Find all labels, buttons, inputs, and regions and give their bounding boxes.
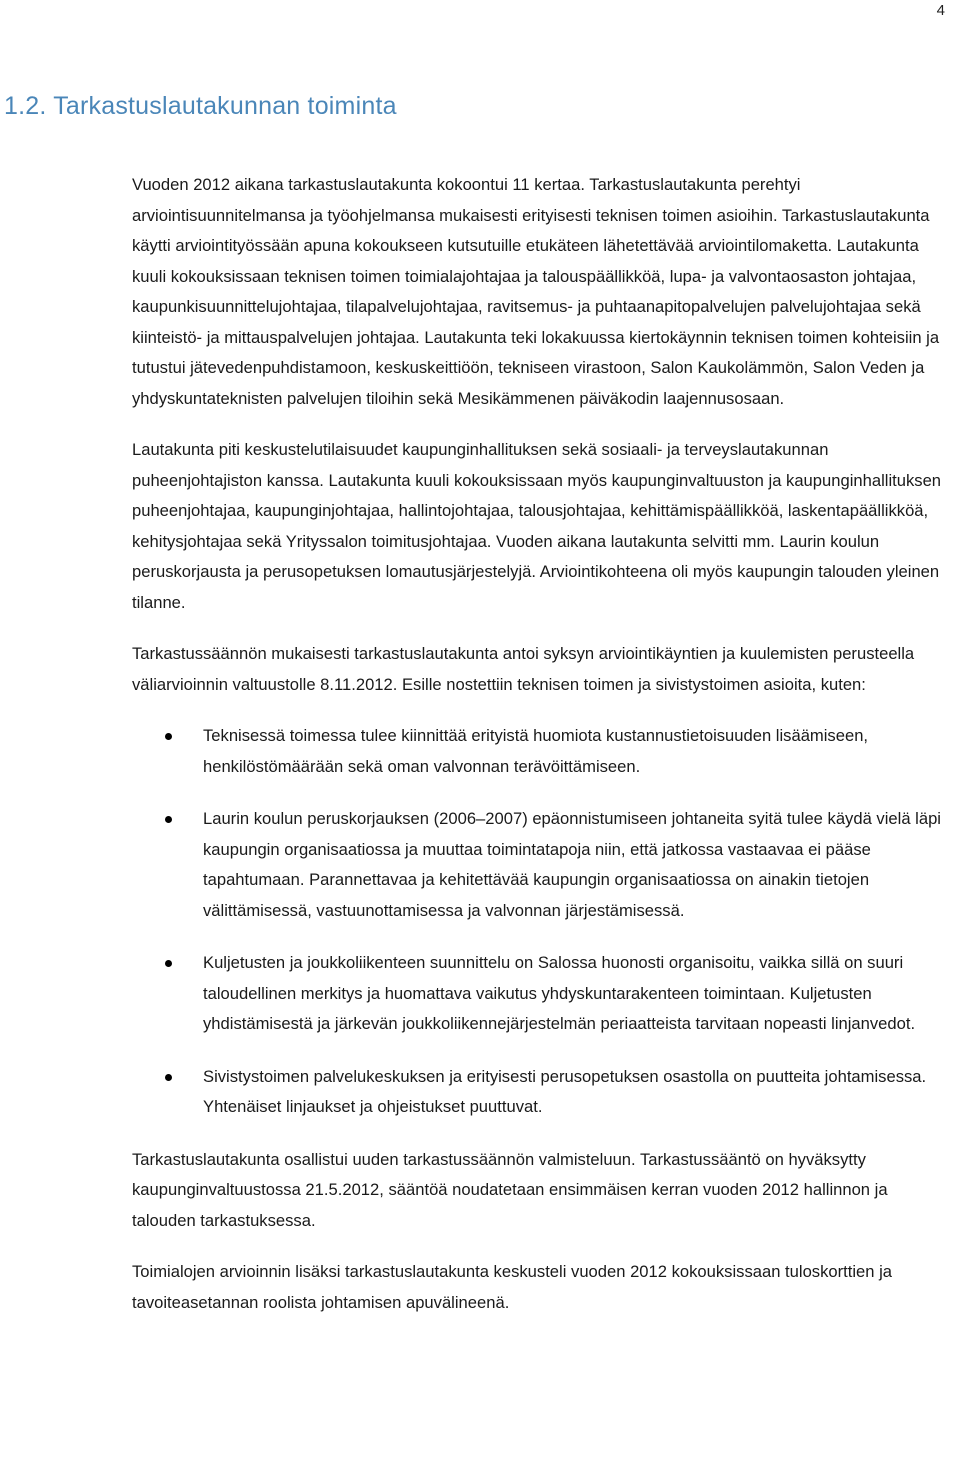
paragraph: Toimialojen arvioinnin lisäksi tarkastuslautakunta keskusteli vuoden 2012 kokouksissaan tuloskorttien ja tavoiteasetannan roolista johtamisen apuvälineenä. <box>132 1262 893 1312</box>
list-item-text: Sivistystoimen palvelukeskuksen ja erityisesti perusopetuksen osastolla on puutteita johtamisessa. Yhtenäiset linjaukset ja ohjeistukset puuttuvat. <box>203 1066 927 1116</box>
section-heading: 1.2. Tarkastuslautakunnan toiminta <box>4 92 397 120</box>
list-item <box>132 721 952 782</box>
list-item-text: Teknisessä toimessa tulee kiinnittää erityistä huomiota kustannustietoisuuden lisäämiseen, henkilöstömäärään sekä oman valvonnan terävöittämiseen. <box>203 726 869 776</box>
list-item-text: Kuljetusten ja joukkoliikenteen suunnittelu on Salossa huonosti organisoitu, vaikka sillä on suuri taloudellinen merkitys ja huomattava vaikutus yhdyskuntarakenteen toimintaan. Kuljetusten yhdistämisestä ja järkevän joukkoliikennejärjestelmän periaatteista tarvitaan nopeasti linjanvedot. <box>203 953 916 1033</box>
paragraph: Lautakunta piti keskustelutilaisuudet kaupunginhallituksen sekä sosiaali- ja terveyslautakunnan puheenjohtajiston kanssa. Lautakunta kuuli kokouksissaan myös kaupunginvaltuuston ja kaupunginhallituksen puheenjohtajaa, kaupunginjohtajaa, hallintojohtajaa, talousjohtajaa, kehittämispäällikköä, laskentapäällikköä, kehitysjohtajaa sekä Yrityssalon toimitusjohtajaa. Vuoden aikana lautakunta selvitti mm. Laurin koulun peruskorjausta ja perusopetuksen lomautusjärjestelyjä. Arviointikohteena oli myös kaupungin talouden yleinen tilanne. <box>132 440 942 612</box>
bullet-icon <box>165 1074 172 1081</box>
page-number: 4 <box>936 2 945 19</box>
paragraph: Tarkastussäännön mukaisesti tarkastuslautakunta antoi syksyn arviointikäyntien ja kuulemisten perusteella väliarvioinnin valtuustolle 8.11.2012. Esille nostettiin teknisen toimen ja sivistystoimen asioita, kuten: <box>132 644 915 694</box>
bullet-icon <box>165 733 172 740</box>
bullet-icon <box>165 960 172 967</box>
bullet-list <box>132 721 952 1123</box>
list-item-text: Laurin koulun peruskorjauksen (2006–2007) epäonnistumiseen johtaneita syitä tulee käydä vielä läpi kaupungin organisaatiossa ja muuttaa toimintatapoja niin, että jatkossa vastaavaa ei pääse tapahtumaan. Parannettavaa ja kehitettävää kaupungin organisaatiossa on ainakin tietojen välittämisessä, vastuunottamisessa ja valvonnan järjestämisessä. <box>203 809 941 920</box>
paragraph: Tarkastuslautakunta osallistui uuden tarkastussäännön valmisteluun. Tarkastussääntö on hyväksytty kaupunginvaltuustossa 21.5.2012, sääntöä noudatetaan ensimmäisen kerran vuoden 2012 hallinnon ja talouden tarkastuksessa. <box>132 1149 888 1230</box>
list-item <box>132 948 952 1040</box>
list-item <box>132 1062 952 1123</box>
bullet-icon <box>165 816 172 823</box>
paragraph: Vuoden 2012 aikana tarkastuslautakunta kokoontui 11 kertaa. Tarkastuslautakunta perehtyi arviointisuunnitelmansa ja työohjelmansa mukaisesti erityisesti teknisen toimen asioihin. Tarkastuslautakunta käytti arviointityössään apuna kokoukseen kutsutuille etukäteen lähetettävää arviointilomaketta. Lautakunta kuuli kokouksissaan teknisen toimen toimialajohtajaa ja talouspäällikköä, lupa- ja valvontaosaston johtajaa, kaupunkisuunnittelujohtajaa, tilapalvelujohtajaa, ravitsemus- ja puhtaanapitopalvelujen palvelujohtajaa sekä kiinteistö- ja mittauspalvelujen johtajaa. Lautakunta teki lokakuussa kiertokäynnin teknisen toimen kohteisiin ja tutustui jätevedenpuhdistamoon, keskuskeittiöön, tekniseen virastoon, Salon Kaukolämmön, Salon Veden ja yhdyskuntateknisten palvelujen tiloihin sekä Mesikämmenen päiväkodin laajennusosaan. <box>132 175 940 408</box>
list-item <box>132 804 952 926</box>
document-body <box>132 170 952 1339</box>
